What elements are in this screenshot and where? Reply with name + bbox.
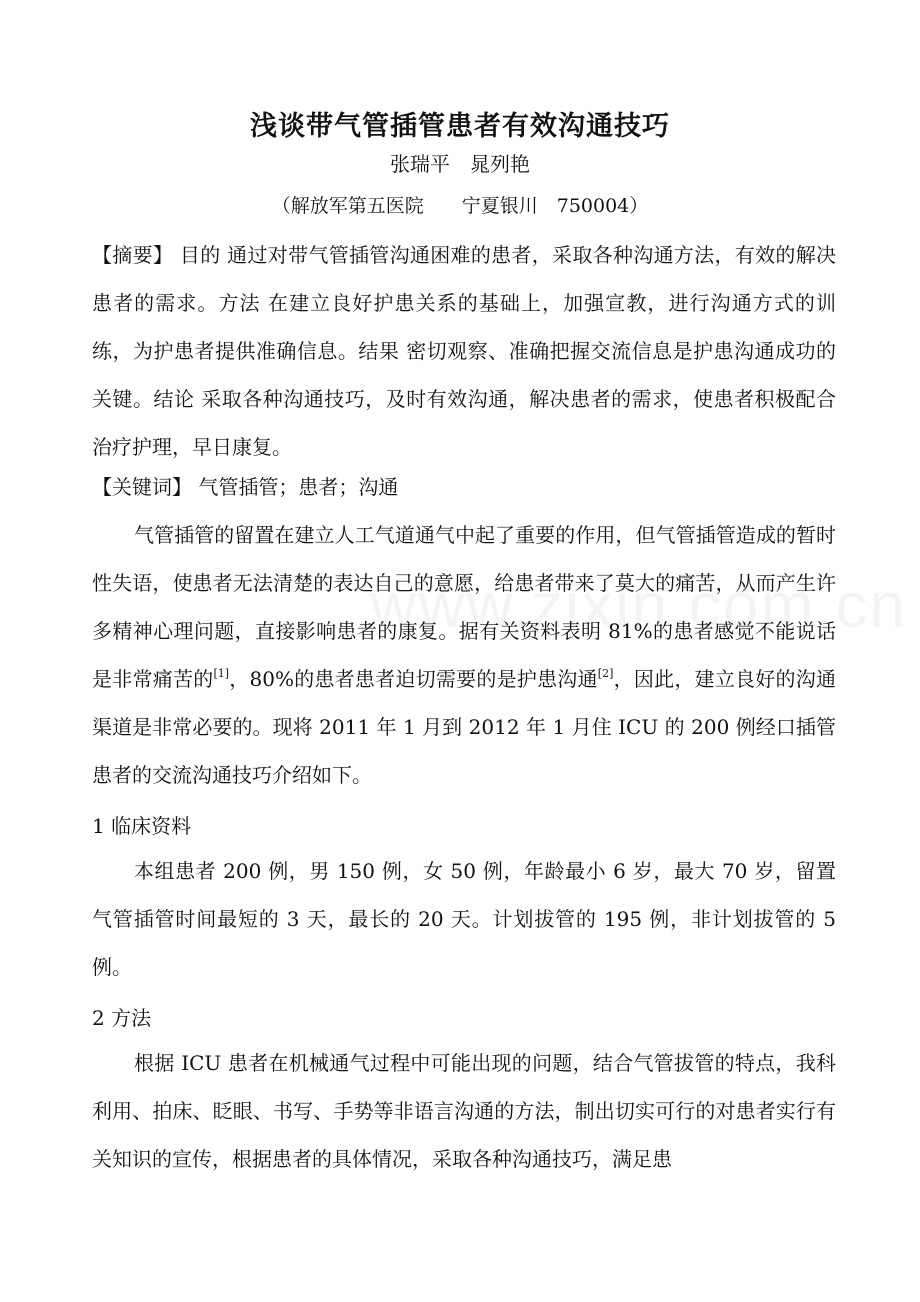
section-2-paragraph: 根据 ICU 患者在机械通气过程中可能出现的问题，结合气管拔管的特点，我科利用、拍床、眨眼、书写、手势等非语言沟通的方法，制出切实可行的对患者实行有关知识的宣传，根据患者的具体情况，采取各种沟通技巧，满足患 (92, 1051, 836, 1171)
citation-2: [2] (597, 667, 614, 680)
intro-text-1: 气管插管的留置在建立人工气道通气中起了重要的作用，但气管插管造成的暂时性失语，使患者无法清楚的表达自己的意愿，给患者带来了莫大的痛苦，从而产生许多精神心理问题，直接影响患者的康复。据有关资料表明 81%的患者感觉不能说话是非常痛苦的 (92, 523, 836, 691)
abstract-text: 目的 通过对带气管插管沟通困难的患者，采取各种沟通方法，有效的解决患者的需求。方法 在建立良好护患关系的基础上，加强宣教，进行沟通方式的训练，为护患者提供准确信息。结果 密切观察、准确把握交流信息是护患沟通成功的关键。结论 采取各种沟通技巧，及时有效沟通，解决患者的需求，使患者积极配合治疗护理，早日康复。 (92, 243, 837, 459)
article-title: 浅谈带气管插管患者有效沟通技巧 (250, 111, 670, 142)
keywords-text: 气管插管；患者；沟通 (192, 475, 399, 499)
intro-paragraph (92, 511, 836, 799)
abstract-label: 【摘要】 (92, 243, 174, 267)
keywords-label: 【关键词】 (92, 475, 192, 499)
affiliation: （解放军第五医院 宁夏银川 750004） (271, 195, 649, 217)
intro-text-2: ，80%的患者患者迫切需要的是护患沟通 (229, 667, 598, 691)
authors: 张瑞平 晁列艳 (390, 152, 530, 176)
intro-text-3: ，因此，建立良好的沟通渠道是非常必要的。现将 2011 年 1 月到 2012 年 1 月住 ICU 的 200 例经口插管患者的交流沟通技巧介绍如下。 (92, 667, 837, 787)
citation-1: [1] (213, 667, 230, 680)
section-1-heading: 1 临床资料 (92, 814, 192, 838)
abstract-paragraph (92, 231, 836, 471)
keywords-paragraph (92, 463, 836, 511)
section-2-heading: 2 方法 (92, 1006, 152, 1030)
section-1-paragraph: 本组患者 200 例，男 150 例，女 50 例，年龄最小 6 岁，最大 70 岁，留置气管插管时间最短的 3 天，最长的 20 天。计划拔管的 195 例，非计划拔管的 5 例。 (92, 859, 836, 979)
